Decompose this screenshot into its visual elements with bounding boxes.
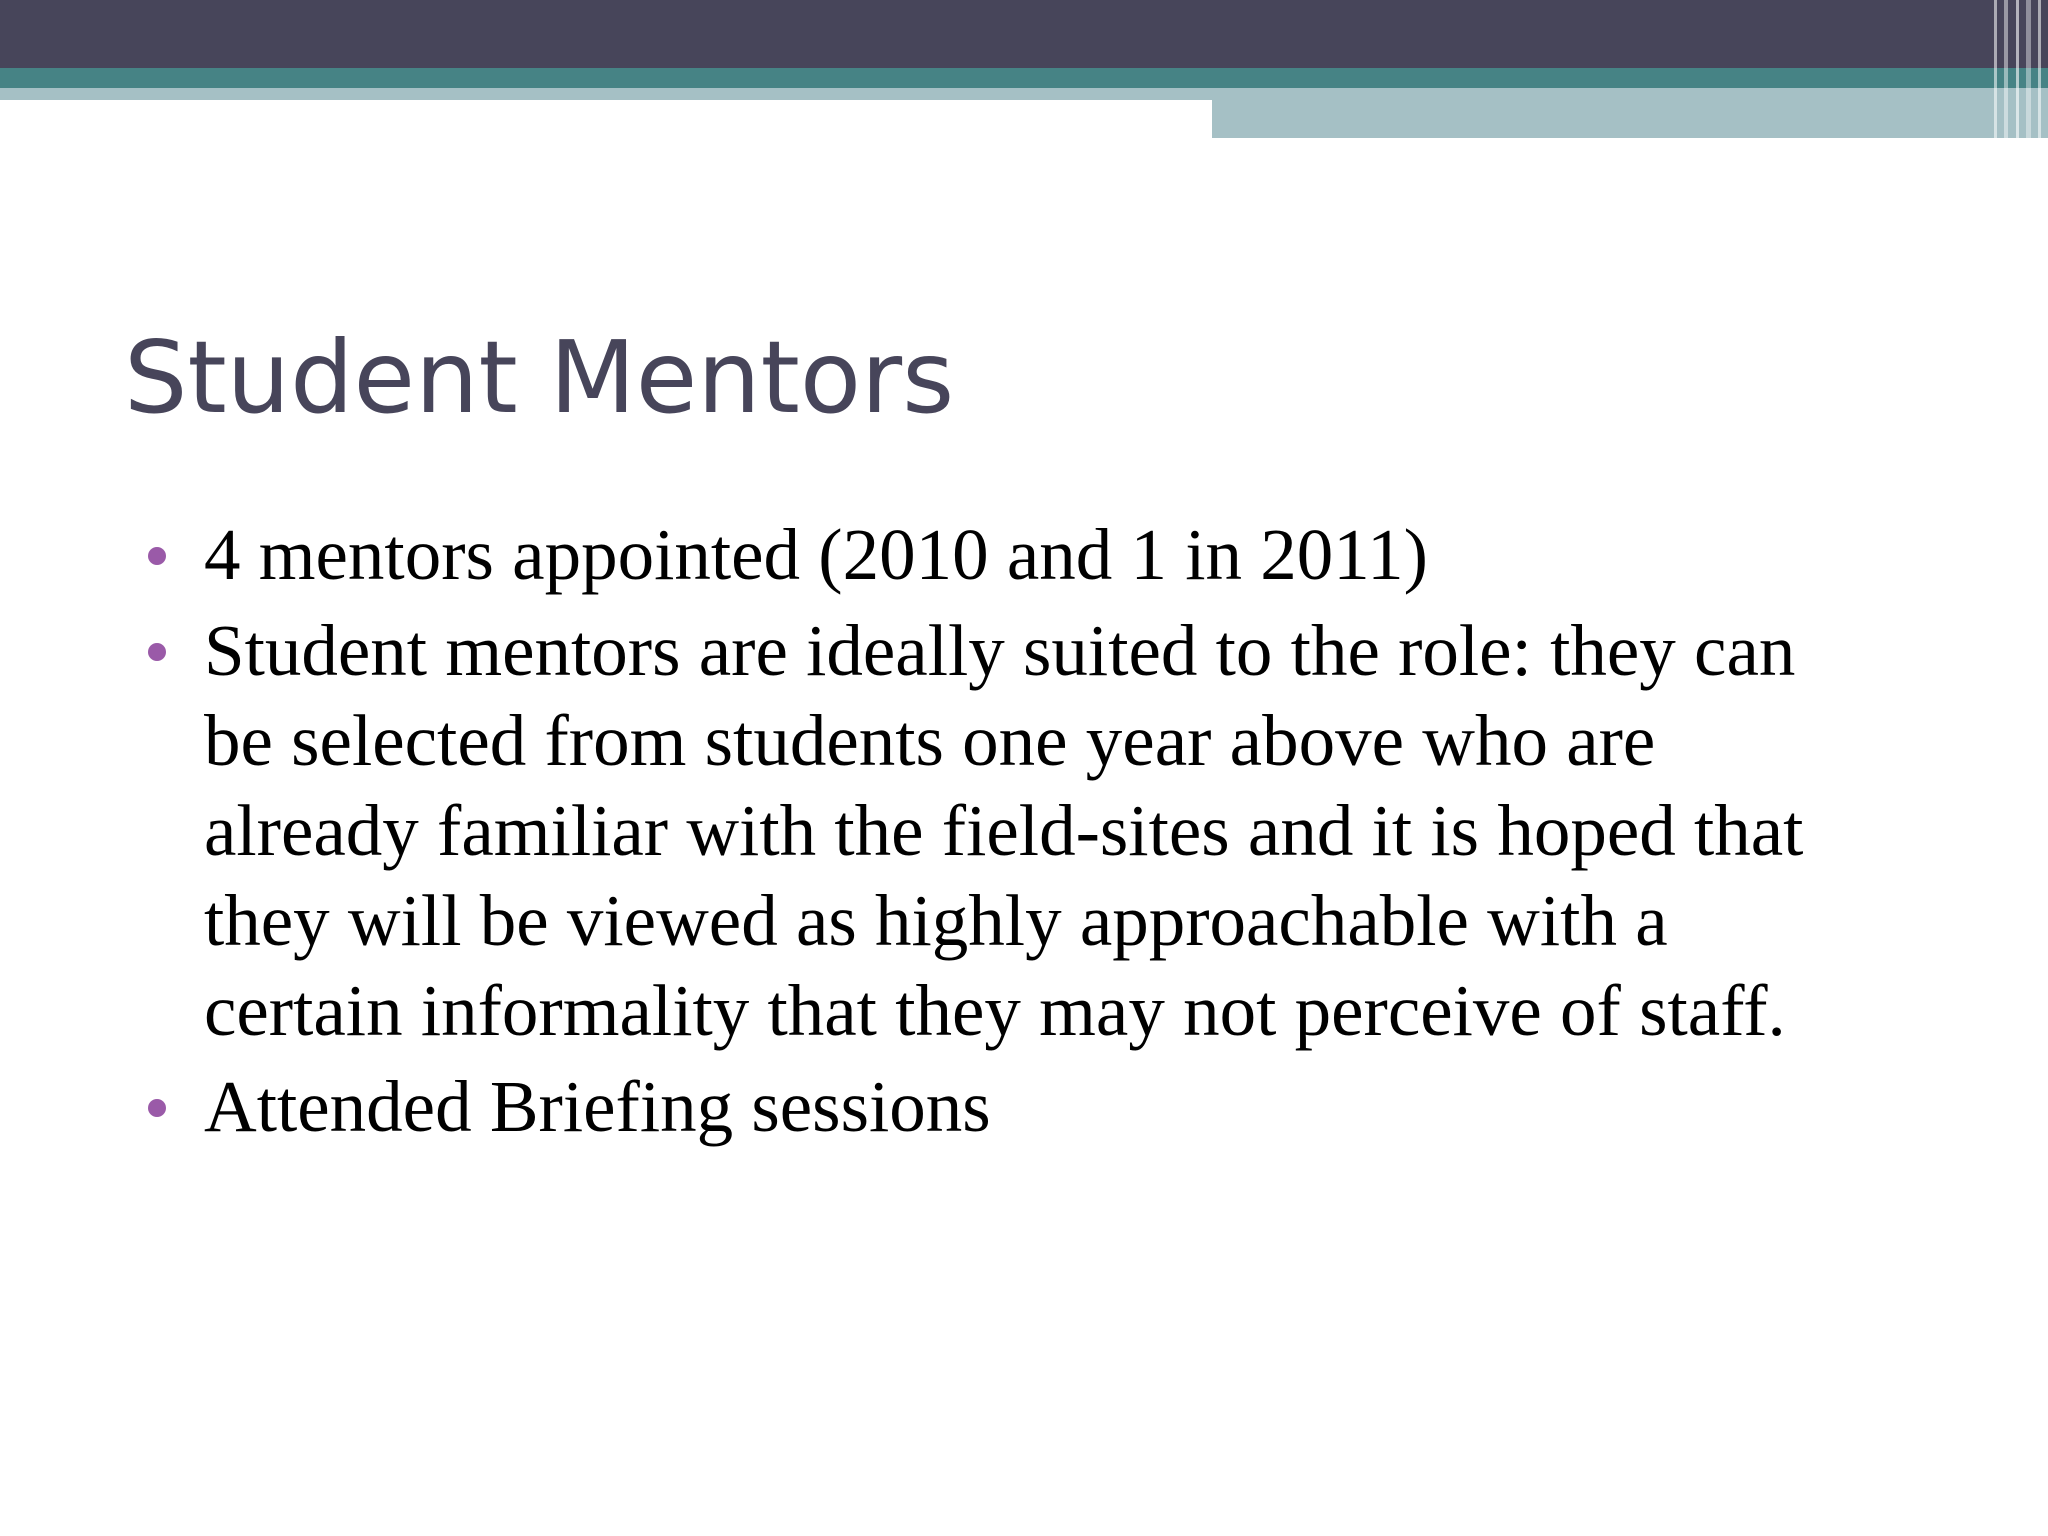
slide-title: Student Mentors xyxy=(124,319,955,436)
bullet-list xyxy=(148,510,1928,1158)
header-band-dark xyxy=(0,0,2048,68)
header-band-teal xyxy=(0,68,2048,88)
header-stripes xyxy=(1990,0,2048,138)
bullet-item-3 xyxy=(148,1062,1928,1152)
bullet-item-2 xyxy=(148,606,1928,1056)
bullet-text: Student mentors are ideally suited to the role: they can be selected from students one year above who are already familiar with the field-sites and it is hoped that they will be viewed as highly approachable with a certain informality that they may not perceive of staff. xyxy=(204,610,1804,1051)
bullet-dot-icon xyxy=(148,1099,166,1117)
bullet-item-1 xyxy=(148,510,1928,600)
bullet-text: 4 mentors appointed (2010 and 1 in 2011) xyxy=(204,514,1428,595)
bullet-dot-icon xyxy=(148,547,166,565)
bullet-text: Attended Briefing sessions xyxy=(204,1066,991,1147)
bullet-dot-icon xyxy=(148,643,166,661)
header-band-light-left xyxy=(0,88,1212,100)
header-band-light-right xyxy=(1212,88,2048,138)
